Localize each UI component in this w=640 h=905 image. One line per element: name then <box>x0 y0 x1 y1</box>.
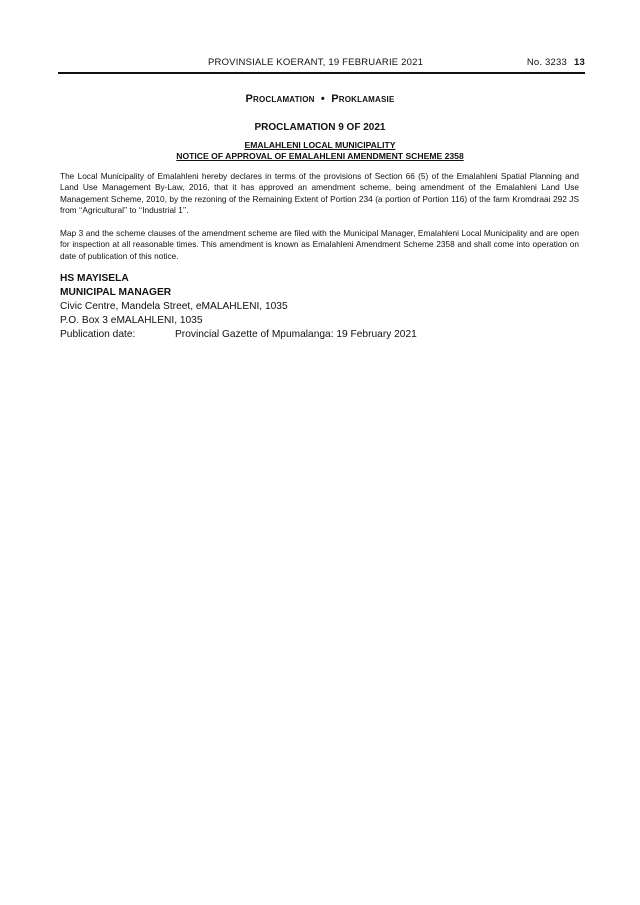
running-header <box>60 57 585 71</box>
publication-date-line <box>60 328 580 342</box>
address-line-2: P.O. Box 3 eMALAHLENI, 1035 <box>60 315 203 326</box>
publication-date-label: Publication date: <box>60 329 136 340</box>
page-number: 13 <box>574 57 585 68</box>
proclamation-title-notice: NOTICE OF APPROVAL OF EMALAHLENI AMENDMENT SCHEME 2358 <box>176 151 464 161</box>
publication-date-value: Provincial Gazette of Mpumalanga: 19 February 2021 <box>175 329 417 340</box>
section-heading-afrikaans: Proklamasie <box>331 93 395 105</box>
address-line-1: Civic Centre, Mandela Street, eMALAHLENI, 1035 <box>60 301 288 312</box>
signatory-name: HS MAYISELA <box>60 273 129 284</box>
section-bullet: • <box>320 93 325 105</box>
section-heading <box>0 93 640 105</box>
gazette-title: PROVINSIALE KOERANT, 19 FEBRUARIE 2021 <box>208 57 424 68</box>
proclamation-number: PROCLAMATION 9 OF 2021 <box>254 122 386 133</box>
proclamation-paragraph-2: Map 3 and the scheme clauses of the amendment scheme are filed with the Municipal Manager, Emalahleni Local Municipality and are open for inspection at all reasonable times. This amendment is known as Emalahleni Amendment Scheme 2358 and shall come into operation on date of publication of this notice. <box>60 228 579 261</box>
header-rule <box>58 72 585 74</box>
signature-block <box>60 272 580 342</box>
proclamation-title <box>0 140 640 162</box>
section-heading-english: Proclamation <box>245 93 315 105</box>
proclamation-title-municipality: EMALAHLENI LOCAL MUNICIPALITY <box>244 140 396 150</box>
proclamation-paragraph-1: The Local Municipality of Emalahleni hereby declares in terms of the provisions of Section 66 (5) of the Emalahleni Spatial Planning and Land Use Management By-Law, 2016, that it has approved an amendment scheme, being amendment of the Emalahleni Land Use Management Scheme, 2010, by the rezoning of the Remaining Extent of Portion 234 (a portion of Portion 116) of the farm Kromdraai 292 JS from ‘‘Agricultural’’ to ‘‘Industrial 1’’. <box>60 171 579 215</box>
issue-number: No. 3233 <box>526 57 567 68</box>
signatory-role: MUNICIPAL MANAGER <box>60 287 172 298</box>
